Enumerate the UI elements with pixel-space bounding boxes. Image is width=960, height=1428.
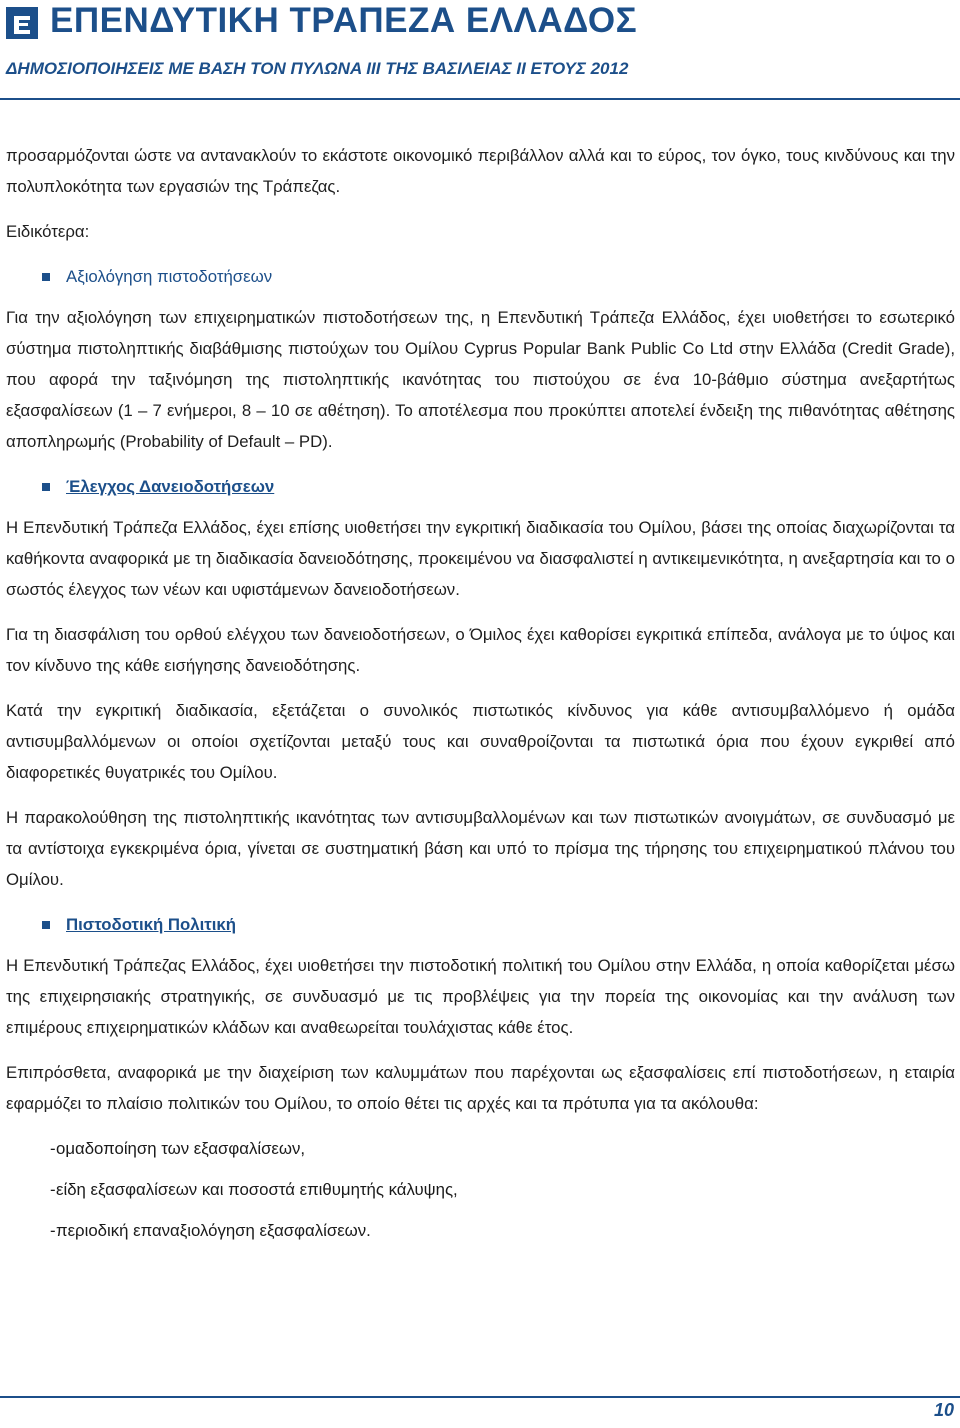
list-item: [6, 1133, 955, 1164]
list-item-text: περιοδική επαναξιολόγηση εξασφαλίσεων.: [56, 1221, 371, 1240]
document-body: [6, 140, 955, 1256]
section-heading-credit-assessment: [6, 261, 955, 292]
dash-bullet: -: [50, 1221, 56, 1240]
footer-divider: [0, 1396, 960, 1398]
page-header: [0, 0, 960, 100]
paragraph-collateral: Επιπρόσθετα, αναφορικά με την διαχείριση των καλυμμάτων που παρέχονται ως εξασφαλίσεις επί πιστοδοτήσεων, η εταιρία εφαρμόζει το πλαίσιο πολιτικών του Ομίλου, το οποίο θέτει τις αρχές και τα πρότυπα για τα ακόλουθα:: [6, 1063, 955, 1113]
square-bullet-icon: [42, 483, 50, 491]
paragraph-policy: Η Επενδυτική Τράπεζας Ελλάδος, έχει υιοθετήσει την πιστοδοτική πολιτική του Ομίλου στην Ελλάδα, η οποία καθορίζεται μέσω της επιχειρησιακής στρατηγικής, σε συνδυασμό με τις προβλέψεις για την πορεία της οικονομίας και την ανάλυση των επιμέρους επιχειρηματικών κλάδων και αναθεωρείται τουλάχιστας κάθε έτος.: [6, 956, 955, 1037]
list-item-text: ομαδοποίηση των εξασφαλίσεων,: [56, 1139, 306, 1158]
section-heading-loan-control: [6, 471, 955, 502]
paragraph-credit-risk: Κατά την εγκριτική διαδικασία, εξετάζεται ο συνολικός πιστωτικός κίνδυνος για κάθε αντισυμβαλλόμενο ή ομάδα αντισυμβαλλόμενων οι οποίοι σχετίζονται μεταξύ τους και συναθροίζονται τα πιστωτικά όρια που έχουν εγκριθεί από διαφορετικές θυγατρικές του Ομίλου.: [6, 701, 955, 782]
paragraph-approval-levels: Για τη διασφάλιση του ορθού ελέγχου των δανειοδοτήσεων, ο Όμιλος έχει καθορίσει εγκριτικά επίπεδα, ανάλογα με το ύψος και τον κίνδυνο της κάθε εισήγησης δανειοδότησης.: [6, 625, 955, 675]
heading-text: Έλεγχος Δανειοδοτήσεων: [66, 476, 275, 496]
heading-text: Αξιολόγηση πιστοδοτήσεων: [66, 266, 273, 286]
paragraph-specifically: Ειδικότερα:: [6, 222, 90, 241]
header-divider: [0, 98, 960, 100]
bank-name: ΕΠΕΝΔΥΤΙΚΗ ΤΡΑΠΕΖΑ ΕΛΛΑΔΟΣ: [50, 1, 638, 40]
heading-text: Πιστοδοτική Πολιτική: [66, 914, 237, 934]
paragraph-approval-process: Η Επενδυτική Τράπεζα Ελλάδος, έχει επίσης υιοθετήσει την εγκριτική διαδικασία του Ομίλου, βάσει της οποίας διαχωρίζονται τα καθήκοντα αναφορικά με τη διαδικασία δανειοδότησης, προκειμένου να διασφαλιστεί η αντικειμενικότητα, η ανεξαρτησία και το ο σωστός έλεγχος των νέων και υφιστάμενων δανειοδοτήσεων.: [6, 518, 955, 599]
dash-bullet: -: [50, 1180, 56, 1199]
paragraph-monitoring: Η παρακολούθηση της πιστοληπτικής ικανότητας των αντισυμβαλλομένων και των πιστωτικών ανοιγμάτων, σε συνδυασμό με τα αντίστοιχα εγκεκριμένα όρια, γίνεται σε συστηματική βάση και υπό το πρίσμα της τήρησης του επιχειρηματικού πλάνου του Ομίλου.: [6, 808, 955, 889]
section-heading-credit-policy: [6, 909, 955, 940]
paragraph-intro: προσαρμόζονται ώστε να αντανακλούν το εκάστοτε οικονομικό περιβάλλον αλλά και το εύρος, τον όγκο, τους κινδύνους και την πολυπλοκότητα των εργασιών της Τράπεζας.: [6, 146, 955, 196]
square-bullet-icon: [42, 921, 50, 929]
page-number: 10: [933, 1400, 954, 1420]
list-item: [6, 1215, 955, 1246]
bank-logo-icon: [6, 7, 38, 39]
square-bullet-icon: [42, 273, 50, 281]
paragraph-credit-grade: Για την αξιολόγηση των επιχειρηματικών πιστοδοτήσεων της, η Επενδυτική Τράπεζα Ελλάδος, έχει υιοθετήσει το εσωτερικό σύστημα πιστοληπτικής διαβάθμισης πιστούχων του Ομίλου Cyprus Popular Bank Public Co Ltd στην Ελλάδα (Credit Grade), που αφορά την ταξινόμηση της πιστοληπτικής ικανότητας του πιστούχου σε ένα 10-βάθμιο σύστημα ανεξαρτήτως εξασφαλίσεων (1 – 7 ενήμεροι, 8 – 10 σε αθέτηση). Το αποτέλεσμα που προκύπτει αποτελεί ένδειξη της πιθανότητας αθέτησης αποπληρωμής (Probability of Default – PD).: [6, 308, 955, 451]
dash-bullet: -: [50, 1139, 56, 1158]
list-item: [6, 1174, 955, 1205]
report-title: ΔΗΜΟΣΙΟΠΟΙΗΣΕΙΣ ΜΕ ΒΑΣΗ ΤΟΝ ΠΥΛΩΝΑ ΙΙΙ ΤΗΣ ΒΑΣΙΛΕΙΑΣ ΙΙ ΕΤΟΥΣ 2012: [6, 59, 629, 78]
list-item-text: είδη εξασφαλίσεων και ποσοστά επιθυμητής κάλυψης,: [56, 1180, 458, 1199]
